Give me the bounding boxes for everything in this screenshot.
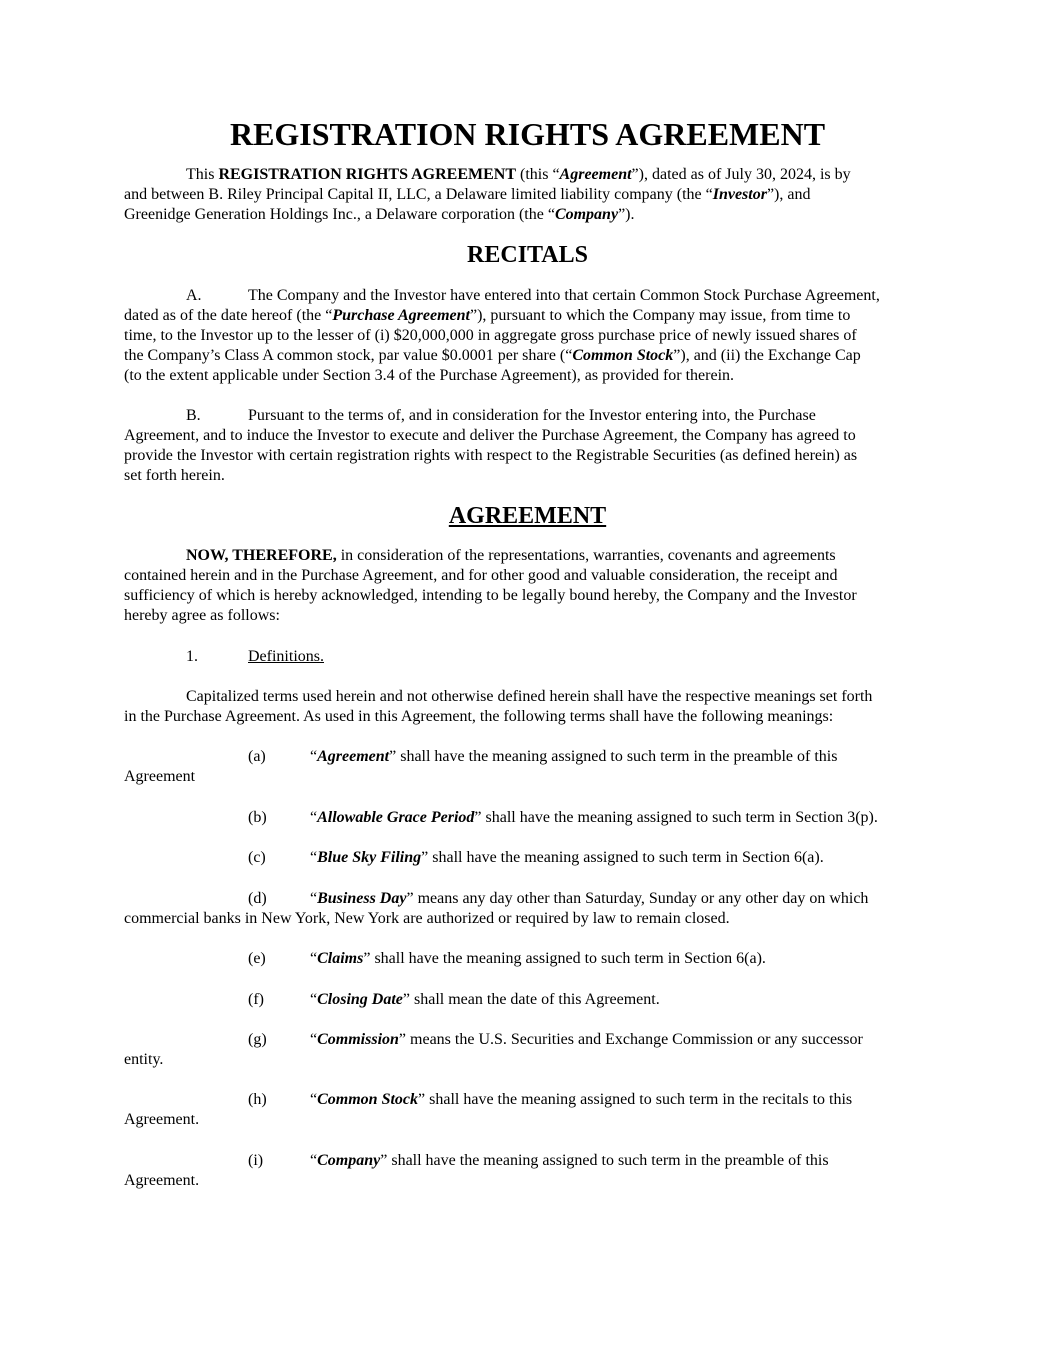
- definition-commission: (g) “Commission” means the U.S. Securities and Exchange Commission or any successor entity.: [124, 1031, 863, 1068]
- definition-claims: (e) “Claims” shall have the meaning assigned to such term in Section 6(a).: [248, 950, 766, 967]
- definition-allowable-grace-period: (b) “Allowable Grace Period” shall have the meaning assigned to such term in Section 3(p).: [248, 809, 878, 826]
- agreement-heading: AGREEMENT: [448, 503, 607, 529]
- definition-closing-date: (f) “Closing Date” shall mean the date of this Agreement.: [248, 991, 660, 1008]
- section-1-heading: 1. Definitions.: [186, 648, 324, 665]
- recital-a-paragraph: A. The Company and the Investor have entered into that certain Common Stock Purchase Agreement, dated as of the date hereof (the “Purchase Agreement”), pursuant to which the Company may issue, from time to time, to the Investor up to the lesser of (i) $20,000,000 in aggregate gross purchase price of newly issued shares of the Company’s Class A common stock, par value $0.0001 per share (“Common Stock”), and (ii) the Exchange Cap (to the extent applicable under Section 3.4 of the Purchase Agreement), as provided for therein.: [124, 287, 880, 384]
- recitals-heading: RECITALS: [467, 242, 588, 268]
- definition-company: (i) “Company” shall have the meaning assigned to such term in the preamble of this Agreement.: [124, 1152, 829, 1189]
- now-therefore-paragraph: NOW, THEREFORE, in consideration of the representations, warranties, covenants and agreements contained herein and in the Purchase Agreement, and for other good and valuable consideration, the receipt and sufficiency of which is hereby acknowledged, intending to be legally bound hereby, the Company and the Investor hereby agree as follows:: [124, 547, 857, 624]
- document-title: REGISTRATION RIGHTS AGREEMENT: [229, 116, 826, 152]
- definition-blue-sky-filing: (c) “Blue Sky Filing” shall have the meaning assigned to such term in Section 6(a).: [248, 849, 824, 866]
- recital-a-label: A.: [186, 287, 202, 304]
- definition-agreement: (a) “Agreement” shall have the meaning assigned to such term in the preamble of this Agreement: [124, 748, 838, 785]
- recital-b-label: B.: [186, 407, 201, 424]
- section-1-title: Definitions.: [248, 648, 324, 665]
- definitions-intro: Capitalized terms used herein and not otherwise defined herein shall have the respective meanings set forth in the Purchase Agreement. As used in this Agreement, the following terms shall have the following meanings:: [124, 688, 873, 725]
- definition-business-day: (d) “Business Day” means any day other than Saturday, Sunday or any other day on which commercial banks in New York, New York are authorized or required by law to remain closed.: [124, 890, 869, 927]
- preamble-paragraph: This REGISTRATION RIGHTS AGREEMENT (this “Agreement”), dated as of July 30, 2024, is by and between B. Riley Principal Capital II, LLC, a Delaware limited liability company (the “Investor”), and Greenidge Generation Holdings Inc., a Delaware corporation (the “Company”).: [124, 166, 851, 223]
- definition-common-stock: (h) “Common Stock” shall have the meaning assigned to such term in the recitals to this Agreement.: [124, 1091, 853, 1128]
- recital-b-paragraph: B. Pursuant to the terms of, and in consideration for the Investor entering into, the Purchase Agreement, and to induce the Investor to execute and deliver the Purchase Agreement, the Company has agreed to provide the Investor with certain registration rights with respect to the Registrable Securities (as defined herein) as set forth herein.: [124, 407, 858, 484]
